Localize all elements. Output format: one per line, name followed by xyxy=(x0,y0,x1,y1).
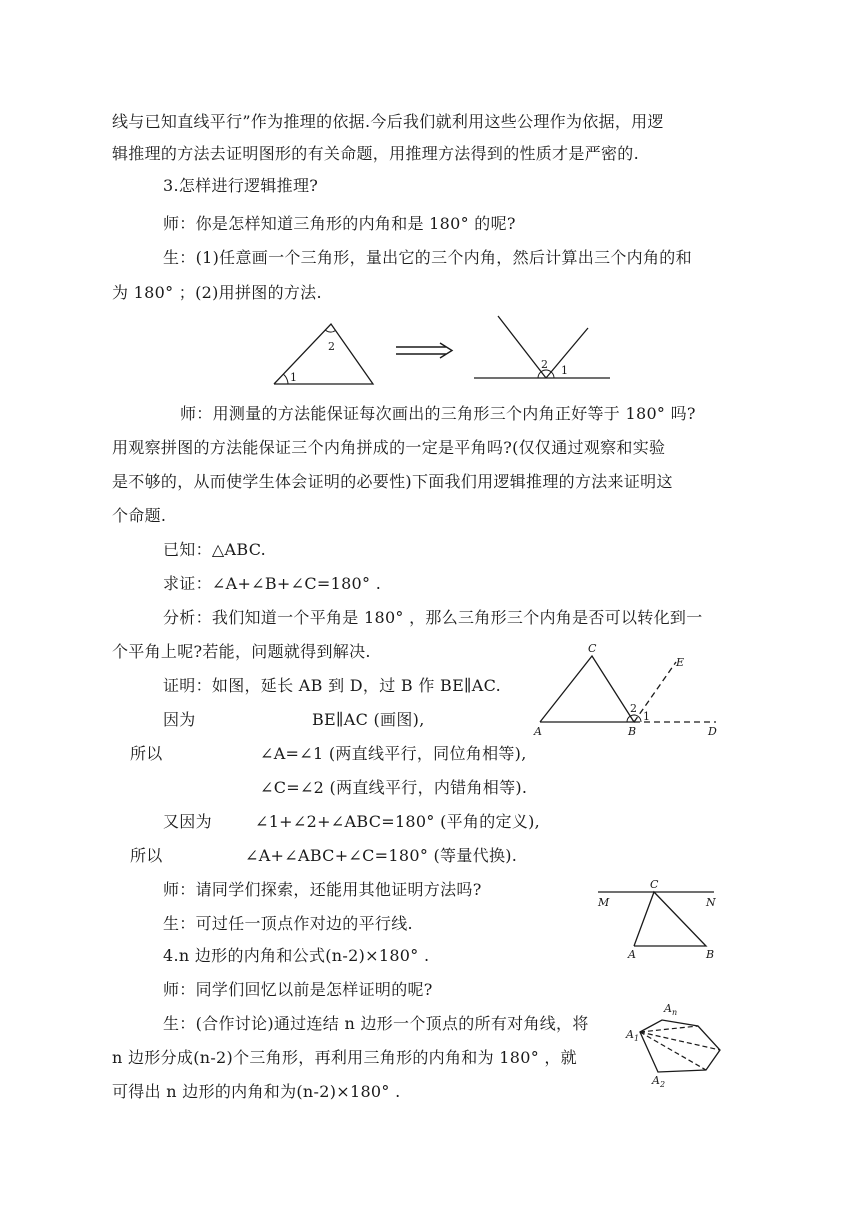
section-heading: 4.n 边形的内角和公式(n-2)×180° . xyxy=(163,946,430,965)
vertex-an-label: $A_n$ xyxy=(664,1002,678,1017)
text-line: 可得出 n 边形的内角和为(n-2)×180° . xyxy=(112,1082,401,1101)
text-line: 师：你是怎样知道三角形的内角和是 180° 的呢? xyxy=(163,214,516,233)
triangle-figure xyxy=(268,320,378,388)
text-line: 生：(1)任意画一个三角形，量出它的三个内角，然后计算出三个内角的和 xyxy=(163,248,692,267)
vertex-b-label: B xyxy=(706,948,715,961)
polygon-diagonals-figure xyxy=(622,1000,732,1090)
straight-angle-figure xyxy=(470,312,612,384)
point-e-label: E xyxy=(676,656,685,669)
text-line: 为 180° ；(2)用拼图的方法. xyxy=(112,283,322,302)
prove-statement: 求证：∠A+∠B+∠C=180° . xyxy=(163,574,382,593)
angle-2-label: 2 xyxy=(630,702,637,715)
text-line: 生：(合作讨论)通过连结 n 边形一个顶点的所有对角线，将 xyxy=(163,1014,589,1033)
text-line: 用观察拼图的方法能保证三个内角拼成的一定是平角吗?(仅仅通过观察和实验 xyxy=(112,438,666,457)
proof-line: 证明：如图，延长 AB 到 D，过 B 作 BE∥AC. xyxy=(163,676,501,695)
angle-1-label: 1 xyxy=(643,710,650,723)
text-line: 师：同学们回忆以前是怎样证明的呢? xyxy=(163,980,433,999)
vertex-a-label: A xyxy=(534,725,542,738)
text-line: 个平角上呢?若能，问题就得到解决. xyxy=(112,642,371,661)
given-statement: 已知：△ABC. xyxy=(163,540,267,559)
proof-step: ∠A+∠ABC+∠C=180° (等量代换). xyxy=(245,846,518,865)
text-line: 是不够的，从而使学生体会证明的必要性)下面我们用逻辑推理的方法来证明这 xyxy=(112,472,673,491)
angle-2-label: 2 xyxy=(328,340,335,353)
vertex-c-label: C xyxy=(650,878,659,891)
angle-2-label: 2 xyxy=(541,358,548,371)
point-d-label: D xyxy=(708,725,717,738)
proof-step: ∠A=∠1 (两直线平行，同位角相等), xyxy=(260,744,527,763)
text-line: n 边形分成(n-2)个三角形，再利用三角形的内角和为 180° ，就 xyxy=(112,1048,577,1067)
proof-keyword: 又因为 xyxy=(163,812,212,831)
angle-1-label: 1 xyxy=(561,364,568,377)
proof-keyword: 所以 xyxy=(130,744,163,763)
proof-keyword: 所以 xyxy=(130,846,163,865)
proof-step: ∠1+∠2+∠ABC=180° (平角的定义), xyxy=(255,812,541,831)
proof-step: ∠C=∠2 (两直线平行，内错角相等). xyxy=(260,778,528,797)
point-m-label: M xyxy=(598,896,610,909)
text-line: 师：请同学们探索，还能用其他证明方法吗? xyxy=(163,880,482,899)
proof-keyword: 因为 xyxy=(163,710,196,729)
text-line: 线与已知直线平行”作为推理的依据.今后我们就利用这些公理作为依据，用逻 xyxy=(112,112,664,131)
text-line: 分析：我们知道一个平角是 180° ，那么三角形三个内角是否可以转化到一 xyxy=(163,608,703,627)
vertex-b-label: B xyxy=(628,725,637,738)
vertex-a-label: A xyxy=(628,948,636,961)
proof-step: BE∥AC (画图), xyxy=(312,710,425,729)
vertex-a2-label: $A_2$ xyxy=(652,1074,666,1089)
parallel-line-figure xyxy=(592,876,722,962)
point-n-label: N xyxy=(706,896,716,909)
section-heading: 3.怎样进行逻辑推理? xyxy=(163,176,319,195)
angle-1-label: 1 xyxy=(290,371,297,384)
text-line: 师：用测量的方法能保证每次画出的三角形三个内角正好等于 180° 吗? xyxy=(180,404,696,423)
vertex-c-label: C xyxy=(588,642,597,655)
proof-figure-abc xyxy=(530,640,730,740)
vertex-a1-label: $A_1$ xyxy=(626,1028,640,1043)
text-line: 生：可过任一顶点作对边的平行线. xyxy=(163,914,413,933)
text-line: 辑推理的方法去证明图形的有关命题，用推理方法得到的性质才是严密的. xyxy=(112,144,639,163)
text-line: 个命题. xyxy=(112,506,167,525)
implies-arrow-icon xyxy=(394,342,456,360)
